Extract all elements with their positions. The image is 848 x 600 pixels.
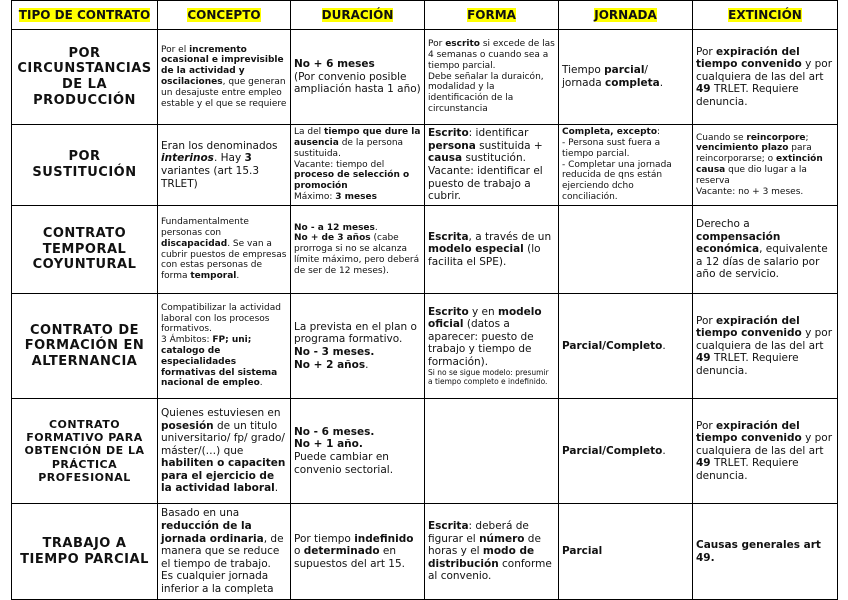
header-concepto (158, 1, 291, 30)
row-5-tipo: CONTRATO FORMATIVO PARA OBTENCIÓN DE LA PRÁCTICA PROFESIONAL (12, 399, 158, 504)
row-5-forma (425, 399, 559, 504)
row-4-extincion: Por expiración del tiempo convenido y por cualquiera de las del art 49 TRLET. Requiere denuncia. (693, 294, 838, 399)
row-6-extincion: Causas generales art 49. (693, 504, 838, 600)
table-row (12, 206, 838, 294)
table-row (12, 294, 838, 399)
row-2-forma: Escrito: identificar persona sustituida + causa sustitución. Vacante: identificar el puesto de trabajo a cubrir. (425, 125, 559, 206)
row-3-concepto: Fundamentalmente personas con discapacidad. Se van a cubrir puestos de empresas con estas personas de forma temporal. (158, 206, 291, 294)
header-forma (425, 1, 559, 30)
row-6-forma: Escrita: deberá de figurar el número de horas y el modo de distribución conforme al convenio. (425, 504, 559, 600)
row-2-tipo: POR SUSTITUCIÓN (12, 125, 158, 206)
header-extincion-label: EXTINCIÓN (728, 7, 802, 22)
row-1-jornada: Tiempo parcial/ jornada completa. (559, 30, 693, 125)
row-4-duracion: La prevista en el plan o programa formativo. No - 3 meses. No + 2 años. (291, 294, 425, 399)
header-duracion-label: DURACIÓN (321, 7, 394, 22)
header-forma-label: FORMA (467, 7, 516, 22)
row-2-concepto: Eran los denominados interinos. Hay 3 variantes (art 15.3 TRLET) (158, 125, 291, 206)
row-3-jornada (559, 206, 693, 294)
row-3-tipo: CONTRATO TEMPORAL COYUNTURAL (12, 206, 158, 294)
row-1-concepto: Por el incremento ocasional e imprevisible de la actividad y oscilaciones, que generan un desajuste entre empleo estable y el que se requiere (158, 30, 291, 125)
row-6-duracion: Por tiempo indefinido o determinado en supuestos del art 15. (291, 504, 425, 600)
row-4-jornada: Parcial/Completo. (559, 294, 693, 399)
row-3-duracion: No - a 12 meses. No + de 3 años (cabe prorroga si no se alcanza límite máximo, pero deberá de ser de 12 meses). (291, 206, 425, 294)
header-extincion (693, 1, 838, 30)
row-2-extincion: Cuando se reincorpore; vencimiento plazo para reincorporarse; o extinción causa que dio lugar a la reserva Vacante: no + 3 meses. (693, 125, 838, 206)
row-1-forma: Por escrito si excede de las 4 semanas o cuando sea a tiempo parcial. Debe señalar la duraicón, modalidad y la identificación de la circunstancia (425, 30, 559, 125)
table-row (12, 30, 838, 125)
row-3-extincion: Derecho a compensación económica, equivalente a 12 días de salario por año de servicio. (693, 206, 838, 294)
row-5-jornada: Parcial/Completo. (559, 399, 693, 504)
row-2-jornada: Completa, excepto: - Persona sust fuera a tiempo parcial. - Completar una jornada reducida de qns están ejerciendo dcho conciliación. (559, 125, 693, 206)
row-3-forma: Escrita, a través de un modelo especial (lo facilita el SPE). (425, 206, 559, 294)
table-row (12, 504, 838, 600)
header-row (12, 1, 838, 30)
row-4-forma: Escrito y en modelo oficial (datos a aparecer: puesto de trabajo y tiempo de formación). Si no se sigue modelo: presumir a tiempo completo e indefinido. (425, 294, 559, 399)
row-4-concepto: Compatibilizar la actividad laboral con los procesos formativos. 3 Ámbitos: FP; uni; catalogo de especialidades formativas del sistema nacional de empleo. (158, 294, 291, 399)
header-tipo-label: TIPO DE CONTRATO (18, 7, 151, 22)
row-6-tipo: TRABAJO A TIEMPO PARCIAL (12, 504, 158, 600)
row-1-duracion: No + 6 meses (Por convenio posible ampliación hasta 1 año) (291, 30, 425, 125)
row-5-concepto: Quienes estuviesen en posesión de un titulo universitario/ fp/ grado/ máster/(…) que habiliten o capaciten para el ejercicio de la actividad laboral. (158, 399, 291, 504)
table-row (12, 399, 838, 504)
header-jornada (559, 1, 693, 30)
row-6-concepto: Basado en una reducción de la jornada ordinaria, de manera que se reduce el tiempo de trabajo. Es cualquier jornada inferior a la completa (158, 504, 291, 600)
header-concepto-label: CONCEPTO (187, 7, 261, 22)
header-jornada-label: JORNADA (594, 7, 657, 22)
row-4-tipo: CONTRATO DE FORMACIÓN EN ALTERNANCIA (12, 294, 158, 399)
table-row (12, 125, 838, 206)
row-5-duracion: No - 6 meses. No + 1 año. Puede cambiar en convenio sectorial. (291, 399, 425, 504)
header-tipo (12, 1, 158, 30)
row-1-tipo: POR CIRCUNSTANCIAS DE LA PRODUCCIÓN (12, 30, 158, 125)
header-duracion (291, 1, 425, 30)
row-5-extincion: Por expiración del tiempo convenido y por cualquiera de las del art 49 TRLET. Requiere denuncia. (693, 399, 838, 504)
row-1-extincion: Por expiración del tiempo convenido y por cualquiera de las del art 49 TRLET. Requiere denuncia. (693, 30, 838, 125)
row-2-duracion: La del tiempo que dure la ausencia de la persona sustituida. Vacante: tiempo del proceso de selección o promoción Máximo: 3 meses (291, 125, 425, 206)
contracts-table (11, 0, 838, 600)
row-6-jornada: Parcial (559, 504, 693, 600)
